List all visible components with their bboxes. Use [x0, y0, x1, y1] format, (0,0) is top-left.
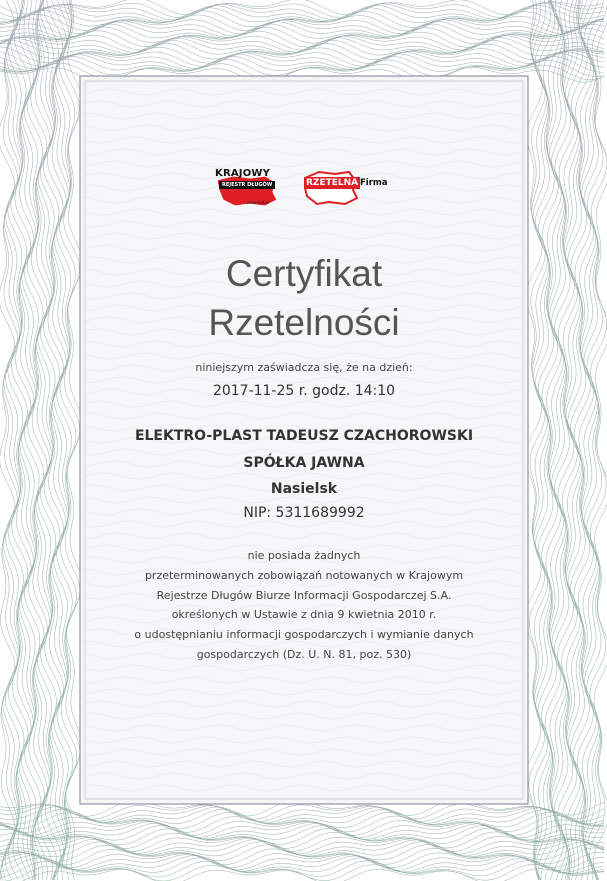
krd-logo [213, 166, 285, 208]
company-name-line2: SPÓŁKA JAWNA [243, 455, 365, 471]
company-city: Nasielsk [270, 481, 338, 497]
certificate-datetime: 2017-11-25 r. godz. 14:10 [212, 383, 396, 399]
firma-label: Firma [360, 178, 388, 188]
statement-line: o udostępnianiu informacji gospodarczych i wymianie danych [134, 628, 474, 642]
statement-line: nie posiada żadnych [247, 549, 361, 562]
company-name-line1: ELEKTRO-PLAST TADEUSZ CZACHOROWSKI [134, 428, 474, 444]
rzetelna-label: RZETELNA [306, 178, 359, 188]
certificate-statement [90, 546, 518, 665]
statement-line: przeterminowanych zobowiązań notowanych w Krajowym [144, 568, 464, 582]
krd-logo-title: KRAJOWY [215, 168, 271, 179]
certificate-title-line1: Certyfikat [225, 253, 383, 294]
intro-text: niniejszym zaświadcza się, że na dzień: [195, 361, 413, 374]
certificate-content [80, 76, 528, 804]
statement-line: gospodarczych (Dz. U. N. 81, poz. 530) [196, 647, 412, 661]
company-nip: NIP: 5311689992 [243, 505, 365, 521]
statement-line: określonych w Ustawie z dnia 9 kwietnia 2010 r. [171, 608, 437, 622]
rzetelna-firma-logo [299, 166, 395, 208]
logos-row [80, 166, 528, 208]
certificate-title-line2: Rzetelności [208, 302, 400, 343]
krd-logo-subtitle: REJESTR DŁUGÓW [219, 181, 275, 189]
statement-line: Rejestrze Długów Biurze Informacji Gospodarczej S.A. [156, 588, 452, 602]
krd-logo-url: www.krd.pl [247, 200, 270, 205]
